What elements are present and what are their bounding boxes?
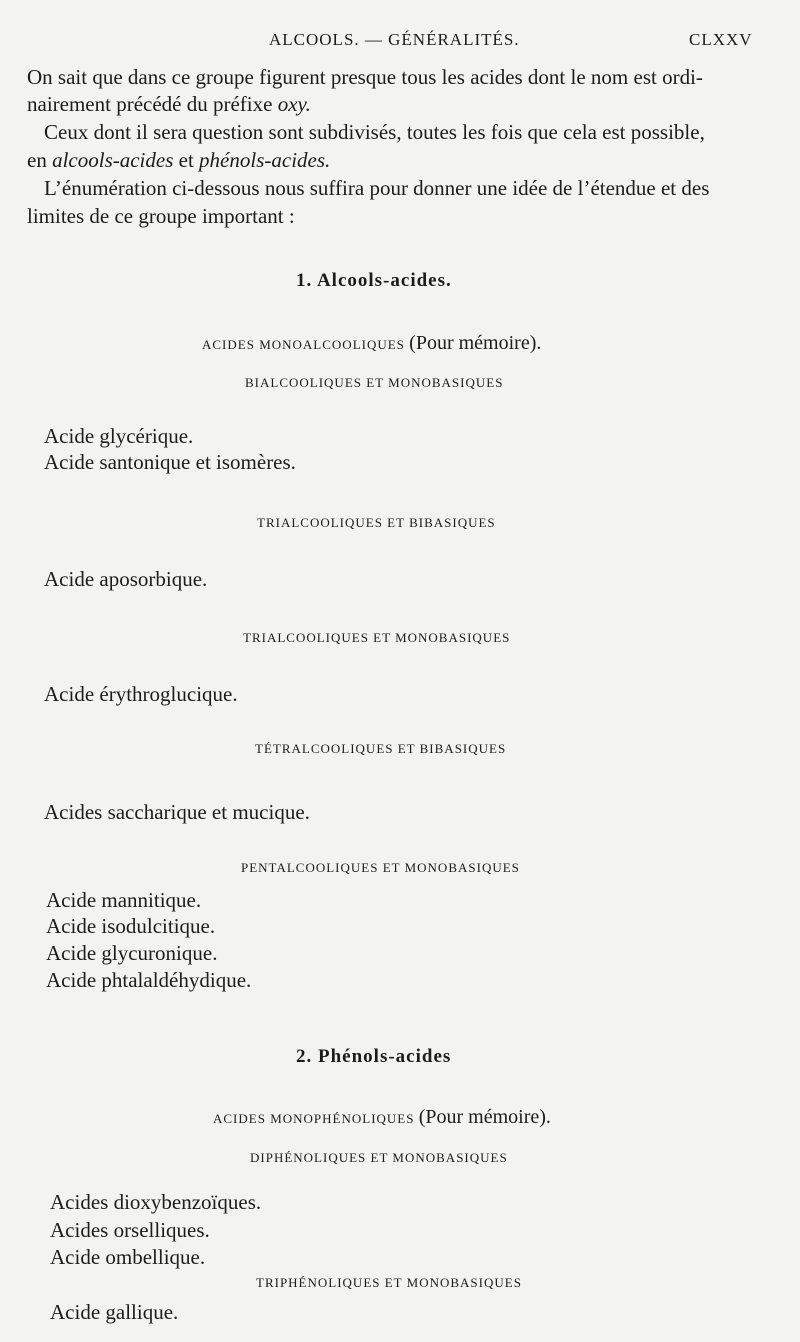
intro-line-3: Ceux dont il sera question sont subdivisés, toutes les fois que cela est possible, bbox=[44, 120, 705, 144]
intro-line-5: L’énumération ci-dessous nous suffira pour donner une idée de l’étendue et des bbox=[44, 176, 710, 200]
section-title-phenols-acides: 2. Phénols-acides bbox=[296, 1046, 452, 1067]
list-item: Acide santonique et isomères. bbox=[44, 450, 296, 474]
list-item: Acide isodulcitique. bbox=[46, 914, 216, 938]
list-item: Acide glycérique. bbox=[44, 424, 194, 448]
list-item: Acide mannitique. bbox=[46, 888, 202, 912]
list-item: Acide gallique. bbox=[50, 1300, 179, 1324]
heading-pentalcooliques: PENTALCOOLIQUES ET MONOBASIQUES bbox=[241, 860, 520, 875]
pour-memoire-note: (Pour mémoire). bbox=[409, 332, 542, 354]
heading-trialcooliques-bibasiques: TRIALCOOLIQUES ET BIBASIQUES bbox=[257, 515, 496, 530]
heading-bialcooliques: BIALCOOLIQUES ET MONOBASIQUES bbox=[245, 375, 504, 390]
heading-trialcooliques-monobasiques: TRIALCOOLIQUES ET MONOBASIQUES bbox=[243, 630, 511, 645]
intro-line-6: limites de ce groupe important : bbox=[27, 204, 295, 228]
list-item: Acides dioxybenzoïques. bbox=[50, 1190, 262, 1214]
list-item: Acides orselliques. bbox=[50, 1218, 210, 1242]
list-item: Acide érythroglucique. bbox=[44, 682, 238, 706]
heading-triphenoliques: TRIPHÉNOLIQUES ET MONOBASIQUES bbox=[256, 1275, 522, 1290]
intro-line-1: On sait que dans ce groupe figurent presque tous les acides dont le nom est ordi- bbox=[27, 65, 703, 89]
heading-monophenoliques: ACIDES MONOPHÉNOLIQUES (Pour mémoire). bbox=[213, 1106, 551, 1128]
heading-tetralcooliques: TÉTRALCOOLIQUES ET BIBASIQUES bbox=[255, 741, 507, 756]
intro-line-4: en alcools-acides et phénols-acides. bbox=[27, 148, 331, 172]
list-item: Acide ombellique. bbox=[50, 1245, 206, 1269]
page-number: CLXXV bbox=[689, 30, 753, 49]
heading-diphenoliques: DIPHÉNOLIQUES ET MONOBASIQUES bbox=[250, 1150, 508, 1165]
pour-memoire-note: (Pour mémoire). bbox=[418, 1106, 551, 1128]
list-item: Acide glycuronique. bbox=[46, 941, 218, 965]
list-item: Acide aposorbique. bbox=[44, 567, 208, 591]
section-title-alcools-acides: 1. Alcools-acides. bbox=[296, 270, 452, 291]
list-item: Acide phtalaldéhydique. bbox=[46, 968, 252, 992]
intro-line-2: nairement précédé du préfixe oxy. bbox=[27, 92, 311, 116]
running-header-title: ALCOOLS. — GÉNÉRALITÉS. bbox=[269, 30, 520, 49]
list-item: Acides saccharique et mucique. bbox=[44, 800, 310, 824]
heading-monoalcooliques: ACIDES MONOALCOOLIQUES (Pour mémoire). bbox=[202, 332, 542, 354]
